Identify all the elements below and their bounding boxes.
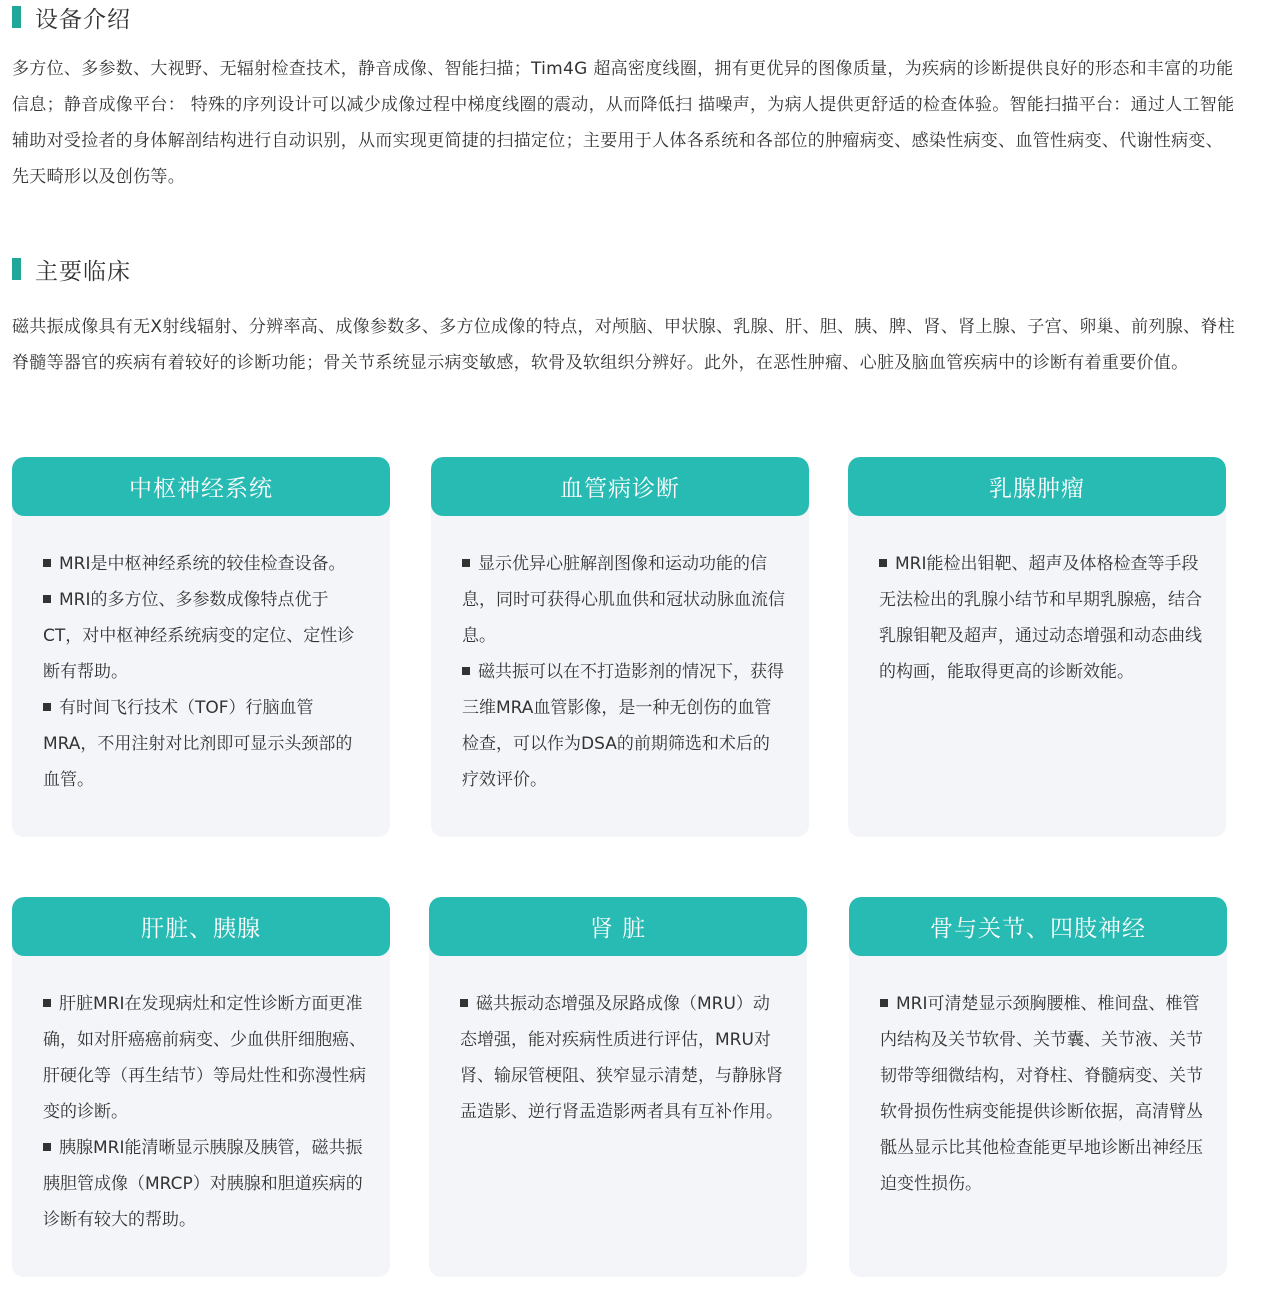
bullet-icon bbox=[43, 999, 51, 1007]
section-marker bbox=[12, 258, 21, 280]
section-title-text: 主要临床 bbox=[35, 258, 131, 285]
card-list-item: MRI可清楚显示颈胸腰椎、椎间盘、椎管内结构及关节软骨、关节囊、关节液、关节韧带等细微结构，对脊柱、脊髓病变、关节软骨损伤性病变能提供诊断依据，高清臂丛骶丛显示比其他检查能更早地诊断出神经压迫变性损伤。 bbox=[880, 994, 1203, 1194]
section-title-main-clinical bbox=[12, 254, 131, 284]
device-intro-paragraph: 多方位、多参数、大视野、无辐射检查技术，静音成像、智能扫描；Tim4G 超高密度线圈，拥有更优异的图像质量，为疾病的诊断提供良好的形态和丰富的功能信息；静音成像平台： 特殊的序列设计可以减少成像过程中梯度线圈的震动，从而降低扫 描噪声，为病人提供更舒适的检查体验。智能扫描平台：通过人工智能辅助对受捡者的身体解剖结构进行自动识别，从而实现更简捷的扫描定位；主要用于人体各系统和各部位的肿瘤病变、感染性病变、血管性病变、代谢性病变、先天畸形以及创伤等。 bbox=[12, 59, 1235, 187]
card-list-item: 肝脏MRI在发现病灶和定性诊断方面更准确，如对肝癌癌前病变、少血供肝细胞癌、肝硬化等（再生结节）等局灶性和弥漫性病变的诊断。 bbox=[43, 994, 366, 1122]
card-list-item: 有时间飞行技术（TOF）行脑血管MRA，不用注射对比剂即可显示头颈部的血管。 bbox=[43, 698, 353, 790]
bullet-icon bbox=[43, 595, 51, 603]
card-header: 骨与关节、四肢神经 bbox=[849, 897, 1227, 956]
bullet-icon bbox=[462, 559, 470, 567]
card-header: 肝脏、胰腺 bbox=[12, 897, 390, 956]
card-breast-tumor bbox=[848, 457, 1226, 837]
bullet-icon bbox=[462, 667, 470, 675]
bullet-icon bbox=[43, 559, 51, 567]
bullet-icon bbox=[43, 1143, 51, 1151]
main-clinical-paragraph: 磁共振成像具有无X射线辐射、分辨率高、成像参数多、多方位成像的特点，对颅脑、甲状腺、乳腺、肝、胆、胰、脾、肾、肾上腺、子宫、卵巢、前列腺、脊柱脊髓等器官的疾病有着较好的诊断功能；骨关节系统显示病变敏感，软骨及软组织分辨好。此外，在恶性肿瘤、心脏及脑血管疾病中的诊断有着重要价值。 bbox=[12, 317, 1235, 373]
bullet-icon bbox=[879, 559, 887, 567]
card-kidney bbox=[429, 897, 807, 1277]
card-header: 乳腺肿瘤 bbox=[848, 457, 1226, 516]
card-list-item: 胰腺MRI能清晰显示胰腺及胰管，磁共振胰胆管成像（MRCP）对胰腺和胆道疾病的诊断有较大的帮助。 bbox=[43, 1138, 363, 1230]
card-list-item: 磁共振动态增强及尿路成像（MRU）动态增强，能对疾病性质进行评估，MRU对肾、输尿管梗阻、狭窄显示清楚，与静脉肾盂造影、逆行肾盂造影两者具有互补作用。 bbox=[460, 994, 783, 1122]
section-marker bbox=[12, 6, 21, 28]
card-list-item: 显示优异心脏解剖图像和运动功能的信息，同时可获得心肌血供和冠状动脉血流信息。 bbox=[462, 554, 785, 646]
bullet-icon bbox=[460, 999, 468, 1007]
section-title-text: 设备介绍 bbox=[35, 6, 131, 33]
card-vascular-diagnosis bbox=[431, 457, 809, 837]
bullet-icon bbox=[43, 703, 51, 711]
card-liver-pancreas bbox=[12, 897, 390, 1277]
card-header: 中枢神经系统 bbox=[12, 457, 390, 516]
card-header: 肾 脏 bbox=[429, 897, 807, 956]
card-central-nervous-system bbox=[12, 457, 390, 837]
bullet-icon bbox=[880, 999, 888, 1007]
card-list-item: 磁共振可以在不打造影剂的情况下，获得三维MRA血管影像，是一种无创伤的血管检查，可以作为DSA的前期筛选和术后的疗效评价。 bbox=[462, 662, 784, 790]
card-bone-joint-nerve bbox=[849, 897, 1227, 1277]
section-title-device-intro bbox=[12, 2, 131, 32]
card-header: 血管病诊断 bbox=[431, 457, 809, 516]
card-list-item: MRI的多方位、多参数成像特点优于CT，对中枢神经系统病变的定位、定性诊断有帮助。 bbox=[43, 590, 355, 682]
card-list-item: MRI是中枢神经系统的较佳检查设备。 bbox=[43, 546, 366, 582]
card-list-item: MRI能检出钼靶、超声及体格检查等手段无法检出的乳腺小结节和早期乳腺癌，结合乳腺钼靶及超声，通过动态增强和动态曲线的构画，能取得更高的诊断效能。 bbox=[879, 554, 1202, 682]
